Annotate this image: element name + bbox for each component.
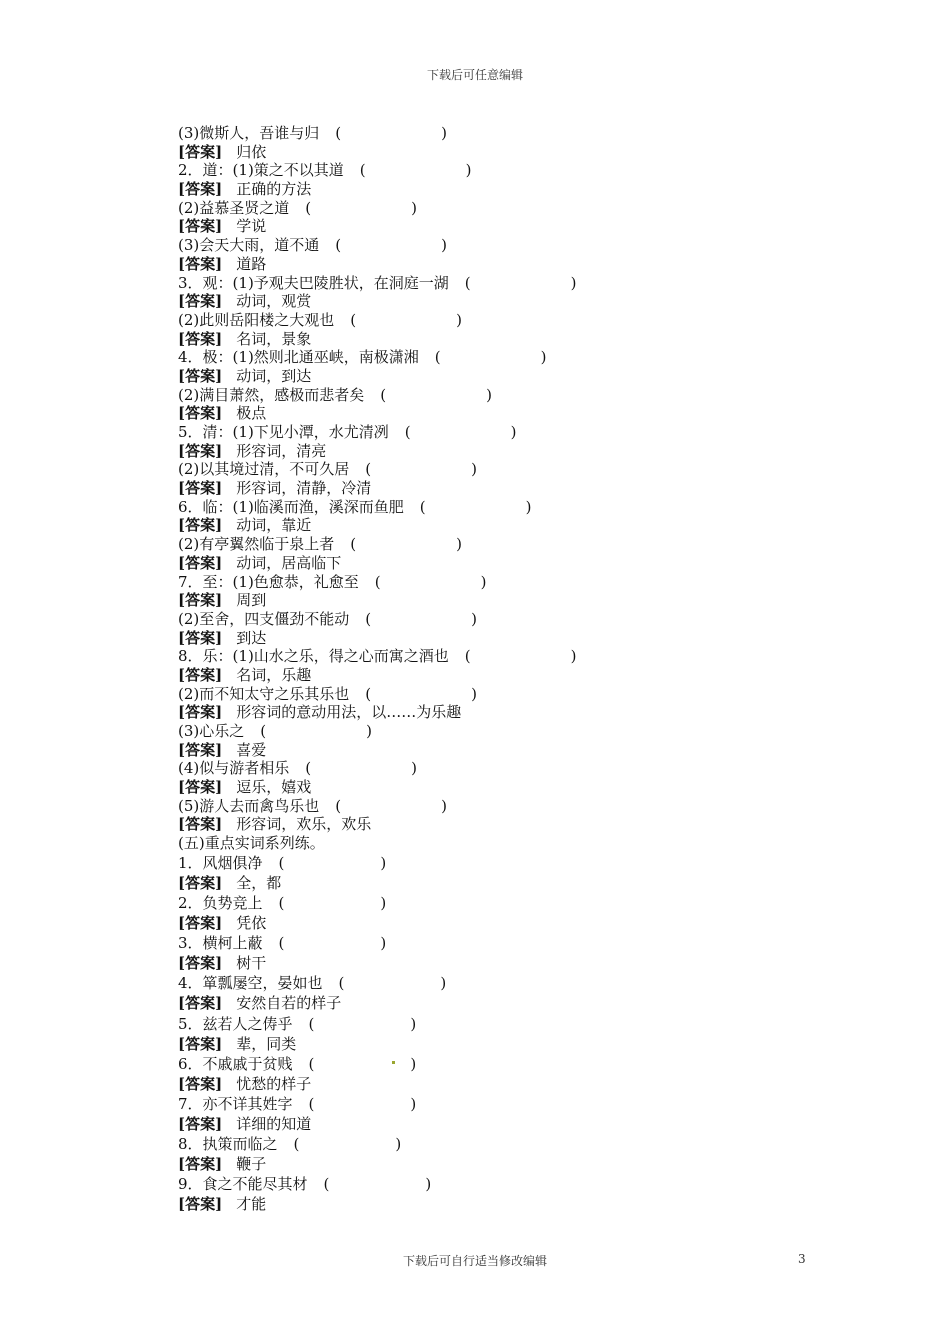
question-text: 4．箪瓢屡空，晏如也 (178, 974, 323, 993)
question-line (178, 535, 878, 554)
question-text: 7．至：(1)色愈恭，礼愈至 (178, 572, 359, 591)
answer-blank[interactable]: ( ) (464, 647, 577, 666)
question-text: (4)似与游者相乐 (178, 759, 290, 778)
answer-label: [答案] (178, 778, 223, 797)
answer-label: [答案] (178, 180, 223, 199)
answer-text: 学说 (236, 217, 267, 236)
answer-blank[interactable]: ( ) (404, 423, 517, 441)
answer-text: 归依 (236, 142, 267, 161)
answer-blank[interactable]: ( ) (335, 236, 447, 255)
answer-text: 详细的知道 (236, 1115, 312, 1134)
question-text: (2)至舍，四支僵劲不能动 (178, 609, 350, 628)
question-line (178, 893, 878, 913)
answer-text: 鞭子 (236, 1155, 267, 1174)
question-text: (五)重点实词系列练。 (178, 834, 325, 853)
question-line (178, 386, 878, 405)
answer-label: [答案] (178, 1034, 223, 1053)
answer-line (178, 1154, 878, 1174)
answer-text: 忧愁的样子 (236, 1074, 312, 1093)
question-text: 9．食之不能尽其材 (178, 1175, 308, 1194)
answer-line (178, 479, 878, 498)
answer-label: [答案] (178, 217, 223, 236)
answer-line (178, 993, 878, 1013)
answer-blank[interactable]: ( ) (380, 385, 492, 404)
question-line (178, 1014, 878, 1034)
answer-blank[interactable]: ( ) (359, 161, 472, 180)
question-text: 8．乐：(1)山水之乐，得之心而寓之酒也 (178, 647, 449, 666)
answer-blank[interactable]: ( ) (335, 124, 447, 142)
answer-text: 形容词，清亮 (236, 441, 327, 460)
answer-label: [答案] (178, 1074, 223, 1093)
question-text: 8．执策而临之 (178, 1135, 278, 1154)
question-text: (2)有亭翼然临于泉上者 (178, 535, 335, 554)
question-text: 2．道：(1)策之不以其道 (178, 161, 344, 180)
answer-label: [答案] (178, 873, 223, 892)
question-text: 5．兹若人之俦乎 (178, 1014, 293, 1033)
answer-text: 名词，乐趣 (236, 665, 312, 684)
question-line (178, 1094, 878, 1114)
answer-text: 辈，同类 (236, 1034, 297, 1053)
question-line (178, 685, 878, 704)
answer-label: [答案] (178, 329, 223, 348)
answer-line (178, 778, 878, 797)
answer-label: [答案] (178, 366, 223, 385)
question-line (178, 236, 878, 255)
answer-text: 周到 (236, 591, 267, 610)
answer-blank[interactable]: ( ) (260, 722, 372, 740)
stray-mark (392, 1061, 395, 1064)
question-text: (2)此则岳阳楼之大观也 (178, 310, 335, 329)
question-text: 7．亦不详其姓字 (178, 1094, 293, 1113)
answer-line (178, 367, 878, 386)
question-line (178, 161, 878, 180)
question-text: (2)益慕圣贤之道 (178, 198, 290, 217)
answer-line (178, 442, 878, 461)
question-text: 2．负势竞上 (178, 894, 263, 912)
answer-text: 动词，居高临下 (236, 553, 342, 572)
question-line (178, 423, 878, 442)
polysemy-section (178, 124, 878, 853)
question-text: 3．观：(1)予观夫巴陵胜状，在洞庭一湖 (178, 273, 449, 292)
answer-text: 安然自若的样子 (236, 994, 342, 1013)
answer-label: [答案] (178, 142, 223, 161)
question-text: (5)游人去而禽鸟乐也 (178, 796, 320, 815)
answer-blank[interactable]: ( ) (305, 759, 417, 778)
question-line (178, 647, 878, 666)
question-line (178, 759, 878, 778)
answer-label: [答案] (178, 994, 223, 1013)
answer-line (178, 741, 878, 760)
answer-text: 全，都 (236, 873, 282, 892)
question-text: 5．清：(1)下见小潭，水尤清冽 (178, 423, 389, 441)
answer-blank[interactable]: ( ) (365, 609, 477, 628)
answer-text: 动词，到达 (236, 366, 312, 385)
answer-text: 正确的方法 (236, 180, 312, 199)
question-line (178, 1134, 878, 1154)
page-header: 下载后可任意编辑 (426, 68, 523, 82)
answer-line (178, 255, 878, 274)
answer-line (178, 143, 878, 162)
answer-line (178, 554, 878, 573)
question-line (178, 460, 878, 479)
answer-label: [答案] (178, 254, 223, 273)
answer-label: [答案] (178, 591, 223, 610)
answer-line (178, 292, 878, 311)
answer-label: [答案] (178, 914, 223, 933)
question-line (178, 348, 878, 367)
answer-label: [答案] (178, 404, 223, 423)
answer-blank[interactable]: ( ) (350, 310, 462, 329)
question-text: (3)会天大雨，道不通 (178, 236, 320, 255)
answer-line (178, 703, 878, 722)
answer-text: 才能 (236, 1195, 267, 1214)
question-line (178, 573, 878, 592)
question-line (178, 797, 878, 816)
answer-text: 形容词，清静，冷清 (236, 479, 372, 498)
answer-line (178, 873, 878, 893)
answer-label: [答案] (178, 628, 223, 647)
answer-line (178, 953, 878, 973)
question-line (178, 124, 878, 143)
answer-label: [答案] (178, 954, 223, 973)
answer-blank[interactable]: ( ) (338, 974, 447, 993)
answer-blank[interactable]: ( ) (464, 273, 577, 292)
answer-blank[interactable]: ( ) (278, 934, 387, 953)
answer-line (178, 591, 878, 610)
question-text: (3)微斯人，吾谁与归 (178, 124, 320, 142)
answer-text: 喜爱 (236, 740, 267, 759)
answer-blank[interactable]: ( ) (365, 460, 477, 479)
answer-blank[interactable]: ( ) (278, 894, 387, 912)
answer-text: 到达 (236, 628, 267, 647)
answer-text: 树干 (236, 954, 267, 973)
question-text: (3)心乐之 (178, 722, 245, 740)
answer-blank[interactable]: ( ) (308, 1054, 417, 1073)
answer-text: 道路 (236, 254, 267, 273)
answer-label: [答案] (178, 1155, 223, 1174)
answer-blank[interactable]: ( ) (365, 684, 477, 703)
key-words-section (178, 853, 878, 1215)
question-line (178, 933, 878, 953)
question-text: 6．临：(1)临溪而渔，溪深而鱼肥 (178, 497, 404, 516)
question-line (178, 610, 878, 629)
answer-line (178, 815, 878, 834)
question-line (178, 274, 878, 293)
page-footer: 下载后可自行适当修改编辑 (402, 1254, 547, 1268)
answer-text: 动词，靠近 (236, 516, 312, 535)
answer-line (178, 666, 878, 685)
answer-text: 形容词的意动用法，以……为乐趣 (236, 703, 462, 722)
answer-blank[interactable]: ( ) (293, 1135, 402, 1154)
answer-line (178, 1074, 878, 1094)
answer-line (178, 404, 878, 423)
question-text: (2)满目萧然，感极而悲者矣 (178, 385, 365, 404)
question-text: 6．不戚戚于贫贱 (178, 1054, 293, 1073)
answer-line (178, 1034, 878, 1054)
answer-line (178, 1194, 878, 1214)
question-line (178, 722, 878, 741)
answer-blank[interactable]: ( ) (323, 1175, 432, 1194)
question-text: 1．风烟俱净 (178, 853, 263, 872)
answer-label: [答案] (178, 479, 223, 498)
question-line (178, 834, 878, 853)
answer-label: [答案] (178, 815, 223, 834)
answer-blank[interactable]: ( ) (374, 572, 487, 591)
answer-label: [答案] (178, 553, 223, 572)
answer-label: [答案] (178, 1115, 223, 1134)
question-line (178, 1054, 878, 1074)
answer-blank[interactable]: ( ) (305, 198, 417, 217)
answer-line (178, 330, 878, 349)
answer-text: 名词，景象 (236, 329, 312, 348)
question-text: (2)而不知太守之乐其乐也 (178, 684, 350, 703)
answer-line (178, 629, 878, 648)
answer-blank[interactable]: ( ) (278, 853, 387, 872)
answer-label: [答案] (178, 516, 223, 535)
question-text: 4．极：(1)然则北通巫峡，南极潇湘 (178, 348, 419, 367)
answer-label: [答案] (178, 665, 223, 684)
document-body (178, 124, 878, 1215)
question-text: (2)以其境过清，不可久居 (178, 460, 350, 479)
question-line (178, 311, 878, 330)
question-line (178, 973, 878, 993)
answer-label: [答案] (178, 441, 223, 460)
answer-label: [答案] (178, 740, 223, 759)
answer-line (178, 180, 878, 199)
answer-blank[interactable]: ( ) (434, 348, 547, 367)
answer-text: 凭依 (236, 914, 267, 933)
answer-text: 动词，观赏 (236, 292, 312, 311)
answer-line (178, 1114, 878, 1134)
answer-text: 逗乐，嬉戏 (236, 778, 312, 797)
answer-line (178, 217, 878, 236)
question-text: 3．横柯上蔽 (178, 934, 263, 953)
answer-label: [答案] (178, 292, 223, 311)
answer-blank[interactable]: ( ) (335, 796, 447, 815)
question-line (178, 1174, 878, 1194)
answer-text: 形容词，欢乐，欢乐 (236, 815, 372, 834)
answer-text: 极点 (236, 404, 267, 423)
answer-blank[interactable]: ( ) (308, 1094, 417, 1113)
answer-line (178, 516, 878, 535)
answer-blank[interactable]: ( ) (419, 497, 532, 516)
question-line (178, 498, 878, 517)
question-line (178, 853, 878, 873)
question-line (178, 199, 878, 218)
page-number: 3 (798, 1252, 806, 1266)
answer-blank[interactable]: ( ) (308, 1014, 417, 1033)
answer-line (178, 913, 878, 933)
answer-label: [答案] (178, 1195, 223, 1214)
answer-label: [答案] (178, 703, 223, 722)
answer-blank[interactable]: ( ) (350, 535, 462, 554)
